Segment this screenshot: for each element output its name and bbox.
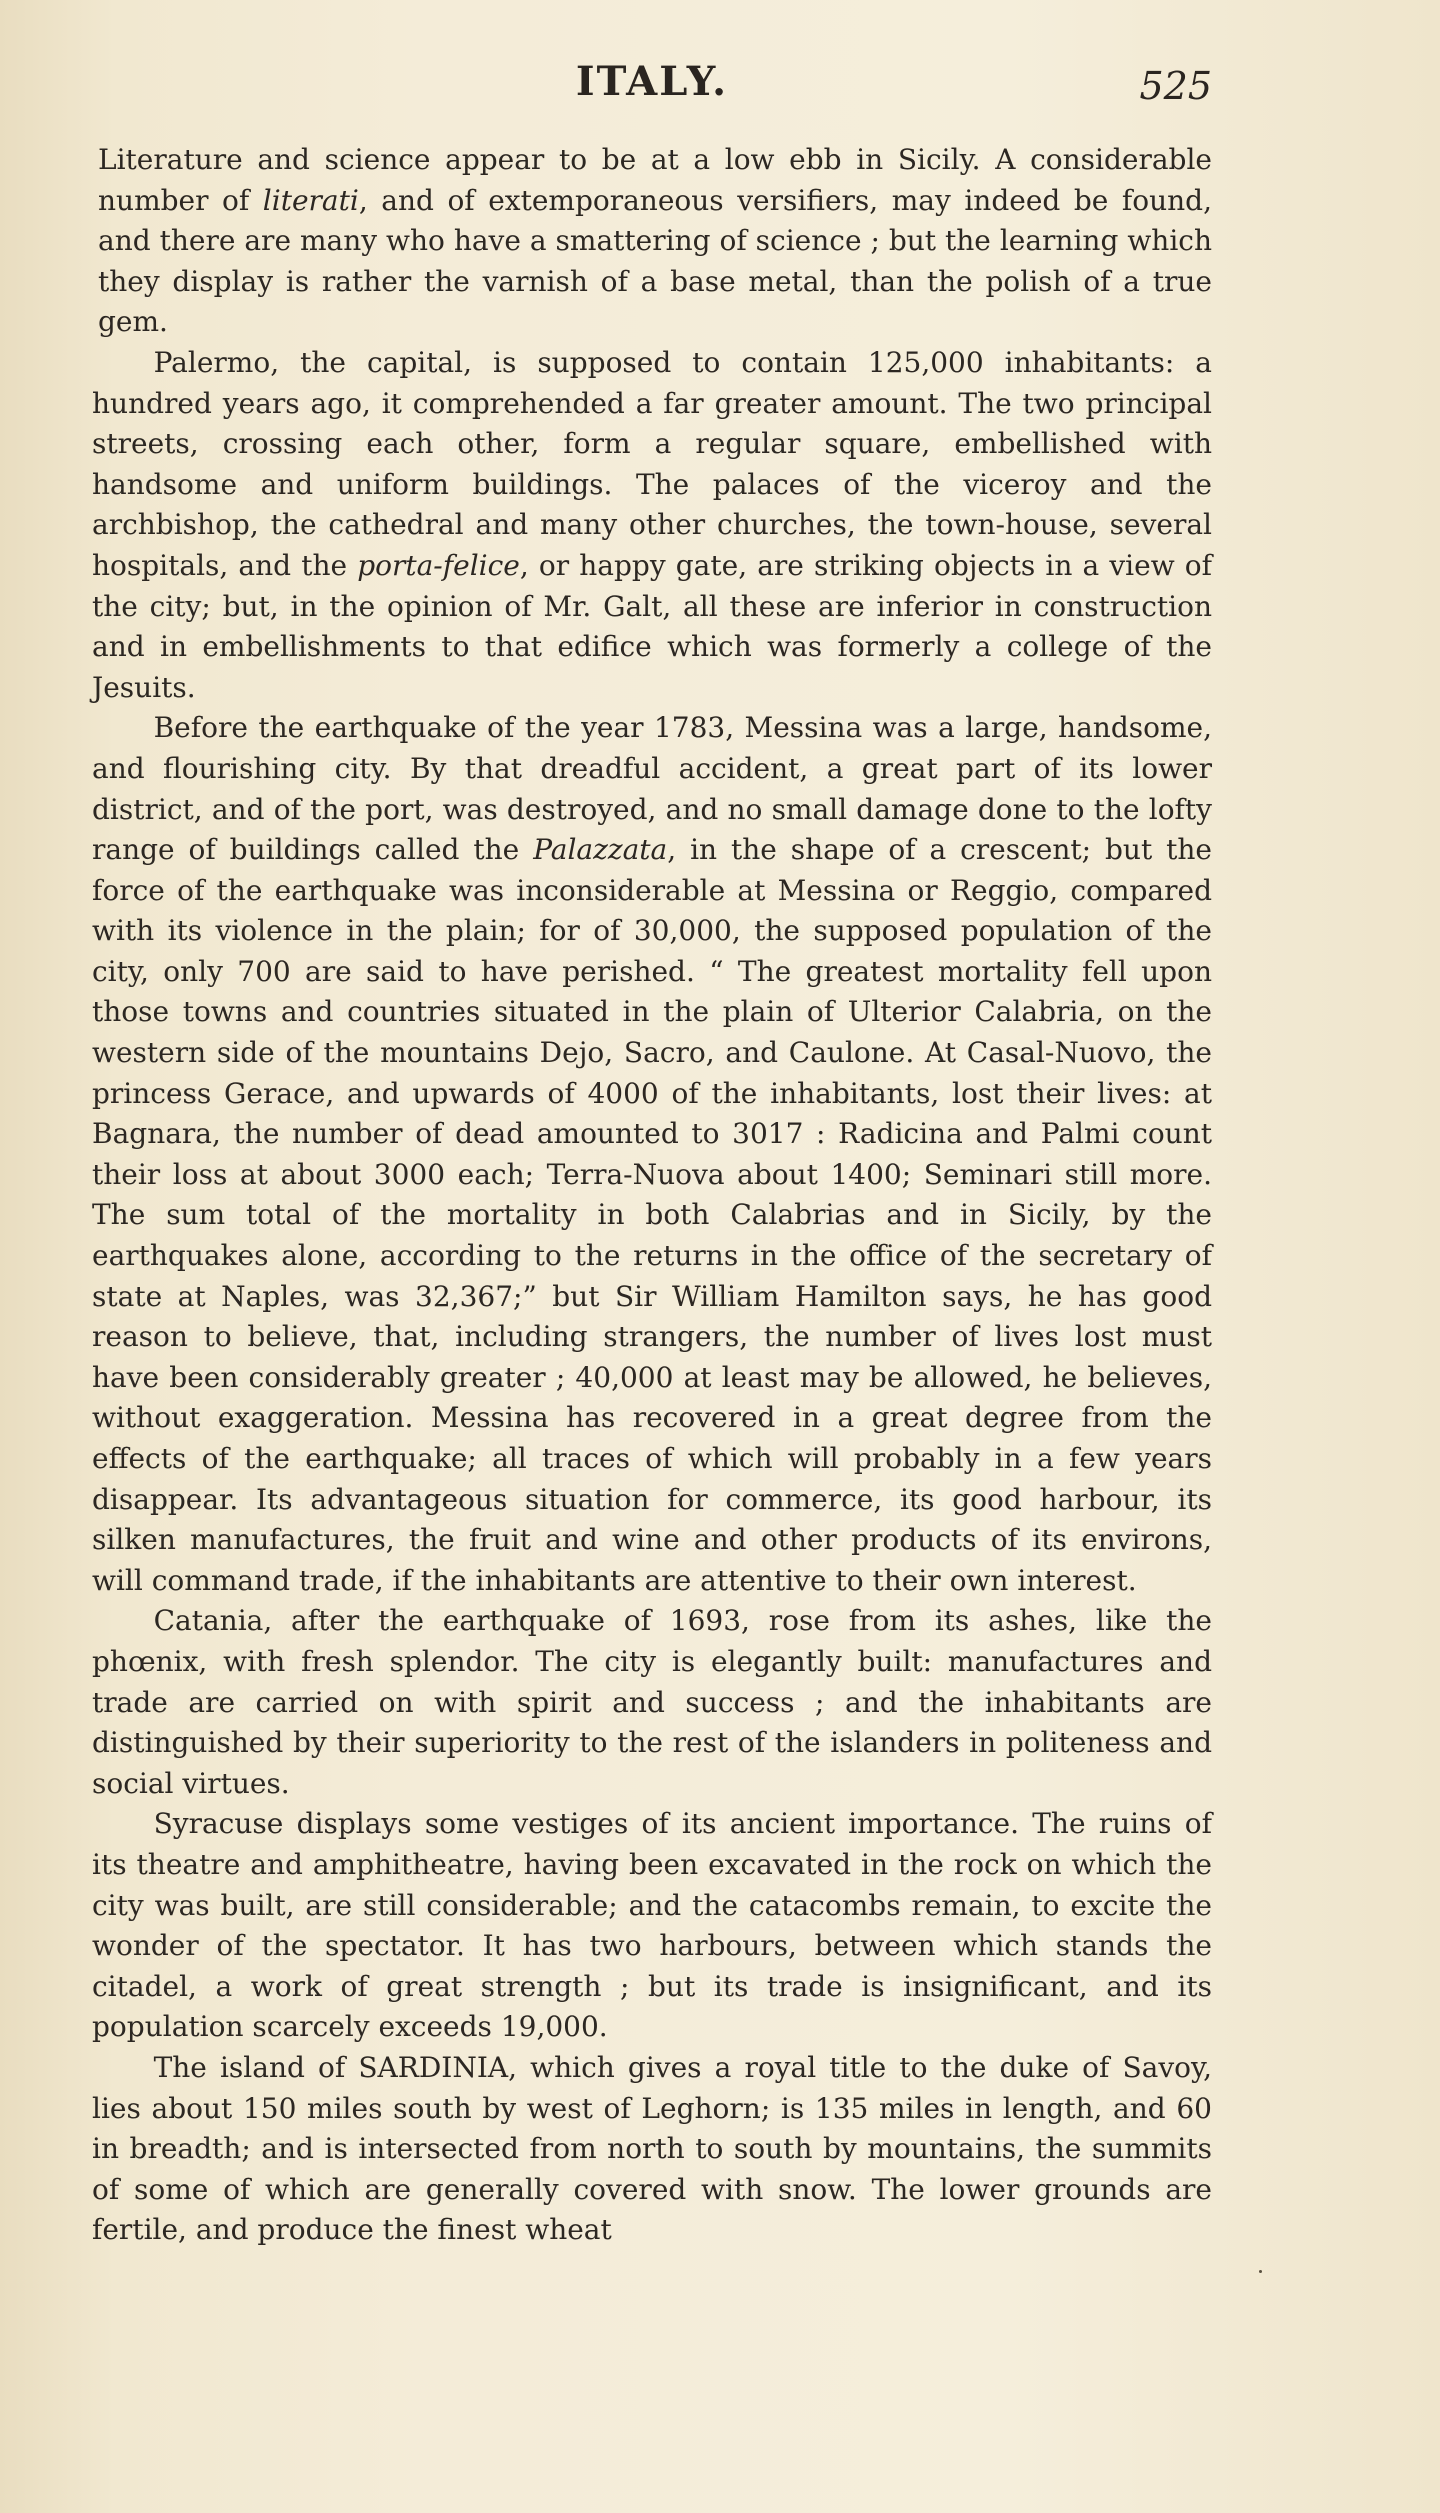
text-segment: Syracuse displays some vestiges of its ancient importance. The ruins of its theatre and amphitheatre, having been excavated in the rock on which the city was built, are still considerable; and the catacombs remain, to excite the wonder of the spectator. It has two harbours, between which stands the citadel, a work of great strength ; but its trade is insignificant, and its population scarcely exceeds 19,000.	[92, 1807, 1212, 2044]
paragraph-messina	[92, 708, 1212, 1601]
page-header	[92, 58, 1212, 118]
italic-term: literati	[262, 183, 359, 217]
paragraph-palermo	[92, 343, 1212, 708]
paragraph-literature	[92, 140, 1212, 343]
paragraph-catania	[92, 1601, 1212, 1804]
text-segment: Before the earthquake of the year 1783, Messina was a large, handsome, and flourishing city. By that dreadful accident, a great part of its lower district, and of the port, was destroyed, and no small damage done to the lofty range of buildings called the	[92, 711, 1212, 867]
running-title: ITALY.	[575, 58, 729, 105]
paragraph-sardinia	[92, 2048, 1212, 2251]
text-segment: Literature and science appear to be at a low ebb in Sicily. A considerable number of	[98, 143, 1212, 217]
italic-term: porta-felice	[357, 548, 520, 582]
body-text	[92, 140, 1212, 2251]
text-segment: , or happy gate, are striking objects in a view of the city; but, in the opinion of Mr. Galt, all these are inferior in construction and in embellishments to that edifice which was formerly a college of the Jesuits.	[92, 548, 1212, 704]
text-segment: Palermo, the capital, is supposed to contain 125,000 inhabitants: a hundred years ago, it comprehended a far greater amount. The two principal streets, crossing each other, form a regular square, embellished with handsome and uniform buildings. The palaces of the viceroy and the archbishop, the cathedral and many other churches, the town-house, several hospitals, and the	[92, 345, 1212, 582]
ink-speck	[1259, 2270, 1262, 2273]
text-segment: The island of SARDINIA, which gives a royal title to the duke of Savoy, lies about 150 miles south by west of Leghorn; is 135 miles in length, and 60 in breadth; and is intersected from north to south by mountains, the summits of some of which are generally covered with snow. The lower grounds are fertile, and produce the finest wheat	[92, 2050, 1212, 2247]
text-segment: , and of extemporaneous versifiers, may indeed be found, and there are many who have a smattering of science ; but the learning which they display is rather the varnish of a base metal, than the polish of a true gem.	[98, 183, 1212, 339]
text-segment: , in the shape of a crescent; but the force of the earthquake was inconsiderable at Messina or Reggio, compared with its violence in the plain; for of 30,000, the supposed population of the city, only 700 are said to have perished. “ The greatest mortality fell upon those towns and countries situated in the plain of Ulterior Calabria, on the western side of the mountains Dejo, Sacro, and Caulone. At Casal-Nuovo, the princess Gerace, and upwards of 4000 of the inhabitants, lost their lives: at Bagnara, the number of dead amounted to 3017 : Radicina and Palmi count their loss at about 3000 each; Terra-Nuova about 1400; Seminari still more. The sum total of the mortality in both Calabrias and in Sicily, by the earthquakes alone, according to the returns in the office of the secretary of state at Naples, was 32,367;” but Sir William Hamilton says, he has good reason to believe, that, including strangers, the number of lives lost must have been considerably greater ; 40,000 at least may be allowed, he believes, without exaggeration. Messina has recovered in a great degree from the effects of the earthquake; all traces of which will probably in a few years disappear. Its advantageous situation for commerce, its good harbour, its silken manufactures, the fruit and wine and other products of its environs, will command trade, if the inhabitants are attentive to their own interest.	[92, 833, 1212, 1597]
page-number: 525	[1139, 64, 1212, 108]
paragraph-syracuse	[92, 1804, 1212, 2048]
text-segment: Catania, after the earthquake of 1693, rose from its ashes, like the phœnix, with fresh splendor. The city is elegantly built: manufactures and trade are carried on with spirit and success ; and the inhabitants are distinguished by their superiority to the rest of the islanders in politeness and social virtues.	[92, 1604, 1212, 1800]
italic-term: Palazzata	[533, 833, 668, 867]
